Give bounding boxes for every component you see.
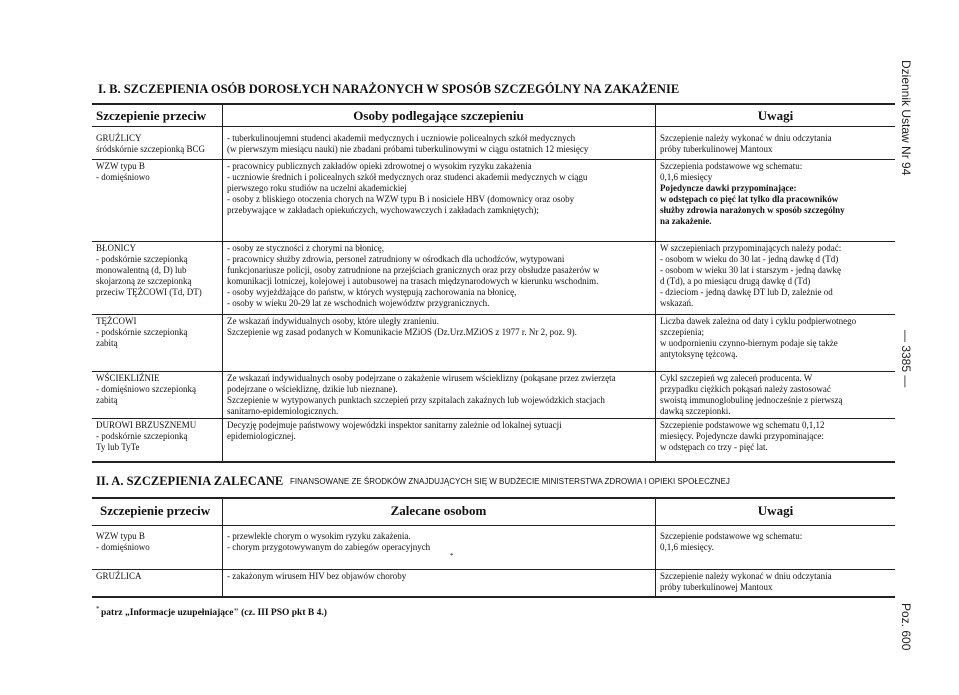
table2-header-szczepienie: Szczepienie przeciw <box>100 503 211 518</box>
section2-title: II. A. SZCZEPIENIA ZALECANE <box>96 474 284 488</box>
table-cell-col1 <box>96 133 220 155</box>
row-separator <box>92 569 895 570</box>
table-cell-col3 <box>660 161 893 227</box>
cell-line: Pojedyncze dawki przypominające: <box>660 183 797 193</box>
header-osoby: Osoby podlegające szczepieniu <box>353 108 524 123</box>
cell-line: Decyzję podejmuje państwowy wojewódzki inspektor sanitarny zależnie od lokalnej sytuacji <box>227 420 562 430</box>
row-separator <box>92 418 895 419</box>
cell-line: epidemiologicznej. <box>227 431 296 441</box>
header-uwagi: Uwagi <box>757 108 794 123</box>
cell-line: Ze wskazań indywidualnych osoby, które uległy zranieniu. <box>227 316 439 326</box>
cell-line: przypadku ciężkich pokąsań należy zastosować <box>660 384 831 394</box>
cell-line: na zakażenie. <box>660 216 712 226</box>
cell-line: WŚCIEKLIŹNIE <box>96 373 160 383</box>
cell-line: antytoksynę tężcową. <box>660 349 738 359</box>
table-cell-col3 <box>660 420 893 453</box>
cell-line: w odstępach co pięć lat tylko dla pracowników <box>660 194 839 204</box>
cell-line: - domięśniowo <box>96 172 150 182</box>
col-divider-2 <box>655 103 656 462</box>
cell-line: 0,1,6 miesięcy. <box>660 542 714 552</box>
table-cell-col1 <box>96 571 220 582</box>
table-cell-col1 <box>96 531 220 553</box>
row-separator <box>92 241 895 242</box>
table-cell-col1 <box>96 316 220 349</box>
table-header-rule <box>92 126 895 127</box>
table-cell-col1 <box>96 420 220 453</box>
cell-line: wskazań. <box>660 298 694 308</box>
cell-line: skojarzoną ze szczepionką <box>96 276 192 286</box>
cell-line: zabitą <box>96 395 118 405</box>
cell-line: - domięśniowo szczepionką <box>96 384 196 394</box>
cell-line: WZW typu B <box>96 531 145 541</box>
cell-line: monowalentną (d, D) lub <box>96 265 187 275</box>
table-cell-col2 <box>227 571 653 582</box>
cell-line: DUROWI BRZUSZNEMU <box>96 420 197 430</box>
table-cell-col2 <box>227 243 653 309</box>
cell-line: pierwszego roku studiów na uczelni akademickiej <box>227 183 407 193</box>
col-divider-1 <box>222 103 223 462</box>
cell-line: W szczepieniach przypominających należy podać: <box>660 243 842 253</box>
cell-line: d (Td), a po miesiącu drugą dawkę d (Td) <box>660 276 811 286</box>
table2-bottom-rule <box>92 596 895 598</box>
cell-line: - osobom w wieku 30 lat i starszym - jedną dawkę <box>660 265 841 275</box>
cell-line: - przewlekle chorym o wysokim ryzyku zakażenia. <box>227 531 411 541</box>
table-cell-col2 <box>227 161 653 216</box>
table-cell-col2 <box>227 420 653 442</box>
cell-line: w uodpornieniu czynno-biernym podaje się także <box>660 338 838 348</box>
cell-line: - pracownicy publicznych zakładów opieki zdrowotnej o wysokim ryzyku zakażenia <box>227 161 532 171</box>
table-cell-col2 <box>227 531 653 553</box>
table-cell-col2 <box>227 373 653 417</box>
cell-line: WZW typu B <box>96 161 145 171</box>
table2-header-uwagi: Uwagi <box>757 503 794 518</box>
table-cell-col3 <box>660 571 893 593</box>
cell-line: Ze wskazań indywidualnych osoby podejrzane o zakażenie wirusem wścieklizny (pokąsane przez zwierzęta <box>227 373 616 383</box>
cell-line: Szczepienie podstawowe wg schematu 0,1,12 <box>660 420 825 430</box>
table-cell-col3 <box>660 243 893 309</box>
row-separator <box>92 159 895 160</box>
cell-line: 0,1,6 miesięcy <box>660 172 713 182</box>
table-cell-col2 <box>227 316 653 338</box>
cell-line: - podskórnie szczepionką <box>96 254 188 264</box>
table-cell-col3 <box>660 133 893 155</box>
cell-line: - osoby w wieku 20-29 lat ze wschodnich województw przygranicznych. <box>227 298 490 308</box>
cell-line: - zakażonym wirusem HIV bez objawów choroby <box>227 571 407 581</box>
cell-line: szczepienia; <box>660 327 704 337</box>
table-cell-col3 <box>660 373 893 417</box>
cell-line: Szczepienie należy wykonać w dniu odczytania <box>660 133 832 143</box>
cell-line: Szczepienia podstawowe wg schematu: <box>660 161 803 171</box>
cell-line: Szczepienie wg zasad podanych w Komunikacie MZiOS (Dz.Urz.MZiOS z 1977 r. Nr 2, poz. 9). <box>227 327 577 337</box>
cell-line: komunikacji lotniczej, kolejowej i autobusowej na trasach międzynarodowych w kierunku wschodnim. <box>227 276 599 286</box>
row-separator <box>92 314 895 315</box>
cell-line: służby zdrowia narażonych w sposób szczególny <box>660 205 845 215</box>
table-top-rule <box>92 103 895 105</box>
cell-line: - domięśniowo <box>96 542 150 552</box>
table-cell-col3 <box>660 316 893 360</box>
cell-line: próby tuberkulinowej Mantoux <box>660 144 773 154</box>
footnote-text: patrz „Informacje uzupełniające" (cz. III PSO pkt B 4.) <box>101 608 327 618</box>
page-number: — 3385 — <box>899 330 913 388</box>
cell-line: - tuberkulinoujemni studenci akademii medycznych i uczniowie policealnych szkół medycznych <box>227 133 576 143</box>
cell-line: miesięcy. Pojedyncze dawki przypominające: <box>660 431 824 441</box>
cell-line: - podskórnie szczepionką <box>96 431 188 441</box>
cell-line: śródskórnie szczepionką BCG <box>96 144 205 154</box>
cell-line: funkcjonariusze policji, osoby zatrudnione na przejściach granicznych oraz przy obsłudze pasażerów w <box>227 265 600 275</box>
cell-line: (w pierwszym miesiącu nauki) nie zbadani próbami tuberkulinowymi w ciągu ostatnich 12 miesięcy <box>227 144 589 154</box>
cell-line: Szczepienie należy wykonać w dniu odczytania <box>660 571 832 581</box>
cell-line: Ty lub TyTe <box>96 442 140 452</box>
cell-line: przebywające w zakładach opiekuńczych, wychowawczych i zakładach zamkniętych); <box>227 205 539 215</box>
cell-line: przeciw TĘŻCOWI (Td, DT) <box>96 287 202 297</box>
footnote-mark: * <box>96 605 100 613</box>
cell-line: Szczepienie podstawowe wg schematu: <box>660 531 803 541</box>
cell-line: próby tuberkulinowej Mantoux <box>660 582 773 592</box>
table-cell-col1 <box>96 243 220 298</box>
position-number: Poz. 600 <box>899 603 913 651</box>
section-title: I. B. SZCZEPIENIA OSÓB DOROSŁYCH NARAŻONYCH W SPOSÓB SZCZEGÓLNY NA ZAKAŻENIE <box>98 82 680 96</box>
cell-line: w odstępach co trzy - pięć lat. <box>660 442 768 452</box>
journal-name: Dziennik Ustaw Nr 94 <box>899 60 913 176</box>
row-separator <box>92 371 895 372</box>
cell-line: - chorym przygotowywanym do zabiegów operacyjnych <box>227 542 431 552</box>
table2-top-rule <box>92 497 895 499</box>
cell-line: BŁONICY <box>96 243 136 253</box>
table-cell-col1 <box>96 373 220 406</box>
cell-line: - osoby z bliskiego otoczenia chorych na WZW typu B i nosiciele HBV (domownicy oraz osoby <box>227 194 575 204</box>
footnote-ref-mark: * <box>450 552 454 560</box>
cell-line: Liczba dawek zależna od daty i cyklu podpierwotnego <box>660 316 857 326</box>
cell-line: GRUŹLICA <box>96 571 142 581</box>
table-cell-col3 <box>660 531 893 553</box>
cell-line: - osoby wyjeżdżające do państw, w których występują zachorowania na błonicę, <box>227 287 517 297</box>
cell-line: Szczepienie w wytypowanych punktach szczepień przy szpitalach zakaźnych lub wojewódzkich stacjach <box>227 395 605 405</box>
table2-header-rule <box>92 525 895 526</box>
cell-line: - dzieciom - jedną dawkę DT lub D, zależnie od <box>660 287 833 297</box>
header-szczepienie-przeciw: Szczepienie przeciw <box>96 108 207 123</box>
cell-line: dawką szczepionki. <box>660 406 731 416</box>
cell-line: - osoby ze styczności z chorymi na błonicę, <box>227 243 384 253</box>
table-cell-col1 <box>96 161 220 183</box>
table2-header-zalecane: Zalecane osobom <box>390 503 487 518</box>
table-bottom-rule <box>92 461 895 463</box>
cell-line: - uczniowie średnich i policealnych szkół medycznych oraz studenci akademii medycznych w ciągu <box>227 172 588 182</box>
cell-line: swoistą immunoglobulinę jednocześnie z pierwszą <box>660 395 843 405</box>
cell-line: podejrzane o wściekliznę, dzikie lub nieznane). <box>227 384 398 394</box>
cell-line: - osobom w wieku do 30 lat - jedną dawkę d (Td) <box>660 254 839 264</box>
table-cell-col2 <box>227 133 653 155</box>
cell-line: - podskórnie szczepionką <box>96 327 188 337</box>
cell-line: zabitą <box>96 338 118 348</box>
cell-line: GRUŹLICY <box>96 133 142 143</box>
cell-line: Cykl szczepień wg zaleceń producenta. W <box>660 373 813 383</box>
cell-line: sanitarno-epidemiologicznych. <box>227 406 339 416</box>
section2-subtitle: FINANSOWANE ZE ŚRODKÓW ZNAJDUJĄCYCH SIĘ W BUDŻECIE MINISTERSTWA ZDROWIA I OPIEKI SPOŁECZNEJ <box>290 477 730 486</box>
cell-line: TĘŻCOWI <box>96 316 137 326</box>
cell-line: - pracownicy służby zdrowia, personel zatrudniony w ośrodkach dla uchodźców, wytypowani <box>227 254 565 264</box>
